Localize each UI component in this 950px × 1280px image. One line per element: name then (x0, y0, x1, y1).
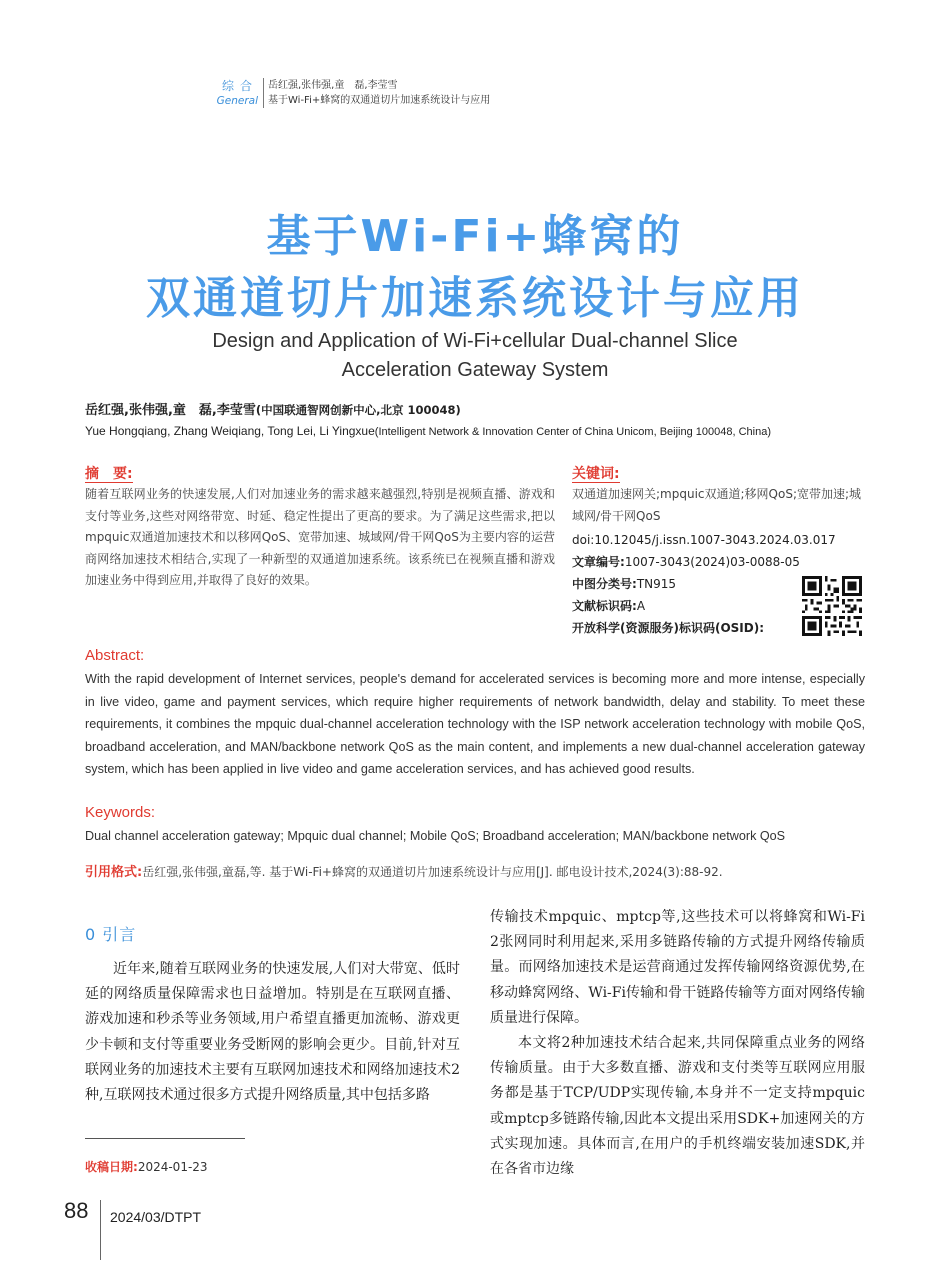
abstract-en-text: With the rapid development of Internet services, people's demand for accelerated services is becoming more and more intense, especially in live video, game and payment services, which require higher requirements of network bandwidth, delay and stability. To meet these requirements, it combines the mpquic dual-channel acceleration technology with the ISP network acceleration technology with mobile QoS, broadband acceleration, and MAN/backbone network QoS as the main content, and implements a new dual-channel acceleration gateway system, which has been applied in live video and game acceleration services, and has achieved good results. (85, 672, 865, 776)
abstract-zh-text: 随着互联网业务的快速发展,人们对加速业务的需求越来越强烈,特别是视频直播、游戏和支付等业务,这些对网络带宽、时延、稳定性提出了更高的要求。为了满足这些需求,把以mpquic双通道加速技术和以移网QoS、宽带加速、城域网/骨干网QoS为主要内容的运营商网络加速技术相结合,实现了一种新型的双通道加速系统。该系统已在视频直播和游戏加速业务中得到应用,并取得了良好的效果。 (85, 487, 555, 588)
body-column-left (85, 957, 460, 1108)
authors-zh-affiliation: (中国联通智网创新中心,北京 100048) (255, 403, 461, 417)
received-date (85, 1158, 208, 1175)
journal-issue: 2024/03/DTPT (110, 1209, 202, 1225)
authors-zh (85, 399, 461, 418)
page-title-line2: 双通道切片加速系统设计与应用 (146, 273, 804, 324)
keywords-zh-label-text: 关键词: (572, 466, 620, 482)
qr-code-icon (802, 576, 862, 636)
header-category-en: General (216, 95, 258, 107)
header-authors: 岳红强,张伟强,童 磊,李莹雪 (268, 80, 398, 91)
doi: doi:10.12045/j.issn.1007-3043.2024.03.017 (572, 533, 836, 547)
authors-en-names: Yue Hongqiang, Zhang Weiqiang, Tong Lei, Li Yingxue (85, 424, 375, 438)
document-code-label: 文献标识码: (572, 599, 637, 613)
clc-label: 中图分类号: (572, 577, 637, 591)
document-code (572, 598, 645, 614)
authors-zh-names: 岳红强,张伟强,童 磊,李莹雪 (85, 403, 256, 418)
received-date-value: 2024-01-23 (137, 1160, 208, 1174)
header-title: 基于Wi-Fi+蜂窝的双通道切片加速系统设计与应用 (268, 95, 491, 106)
abstract-zh-label (85, 463, 133, 483)
authors-en (85, 421, 865, 442)
english-title-line1: Design and Application of Wi-Fi+cellular Dual-channel Slice (212, 330, 738, 352)
body-column-right (490, 905, 865, 1182)
clc-number (572, 576, 676, 592)
citation-text: 岳红强,张伟强,童磊,等. 基于Wi-Fi+蜂窝的双通道切片加速系统设计与应用[J]. 邮电设计技术,2024(3):88-92. (142, 865, 723, 879)
paragraph: 本文将2种加速技术结合起来,共同保障重点业务的网络传输质量。由于大多数直播、游戏和支付类等互联网应用服务都是基于TCP/UDP实现传输,本身并不一定支持mpquic或mptcp多链路传输,因此本文提出采用SDK+加速网关的方式实现加速。具体而言,在用户的手机终端安装加速SDK,并在各省市边缘 (490, 1035, 865, 1178)
keywords-zh-text: 双通道加速网关;mpquic双通道;移网QoS;宽带加速;城域网/骨干网QoS (572, 487, 862, 523)
header-text (268, 78, 490, 108)
osid-label-text: 开放科学(资源服务)标识码(OSID): (572, 621, 765, 635)
keywords-zh-label (572, 463, 620, 483)
page-number: 88 (64, 1198, 89, 1223)
clc-value: TN915 (636, 577, 677, 591)
osid-label (572, 620, 764, 636)
keywords-en-text: Dual channel acceleration gateway; Mpquic dual channel; Mobile QoS; Broadband acceleration; MAN/backbone network QoS (85, 829, 786, 843)
abstract-zh-label-text: 摘 要: (85, 466, 133, 482)
abstract-en-label: Abstract: (85, 647, 145, 664)
article-number-value: 1007-3043(2024)03-0088-05 (624, 555, 800, 569)
header-category-zh: 综合 (221, 79, 258, 93)
article-number (572, 554, 800, 570)
section-heading: 0 引言 (85, 925, 137, 944)
citation-label: 引用格式: (85, 865, 143, 880)
authors-en-affiliation: (Intelligent Network & Innovation Center of China Unicom, Beijing 100048, China) (374, 426, 771, 438)
paragraph: 近年来,随着互联网业务的快速发展,人们对大带宽、低时延的网络质量保障需求也日益增加。特别是在互联网直播、游戏加速和秒杀等业务领域,用户希望直播更加流畅、游戏更少卡顿和支付等重要业务受断网的影响会更少。目前,针对互联网业务的加速技术主要有互联网加速技术和网络加速技术2种,互联网技术通过很多方式提升网络质量,其中包括多路 (85, 961, 460, 1104)
page-title-line1: 基于Wi-Fi+蜂窝的 (266, 211, 684, 262)
article-number-label: 文章编号: (572, 555, 625, 569)
english-title-line2: Acceleration Gateway System (341, 359, 609, 381)
paragraph: 传输技术mpquic、mptcp等,这些技术可以将蜂窝和Wi-Fi 2张网同时利用起来,采用多链路传输的方式提升网络传输质量。而网络加速技术是运营商通过发挥传输网络资源优势,在移动蜂窝网络、Wi-Fi传输和骨干链路传输等方面对网络传输质量进行保障。 (490, 909, 865, 1026)
header-category (212, 78, 258, 108)
keywords-en-label: Keywords: (85, 804, 156, 821)
footer-divider (100, 1200, 101, 1260)
header-divider (263, 78, 264, 108)
received-date-label: 收稿日期: (85, 1160, 138, 1174)
document-code-value: A (636, 599, 646, 613)
footnote-divider (85, 1138, 245, 1139)
citation (85, 863, 885, 882)
